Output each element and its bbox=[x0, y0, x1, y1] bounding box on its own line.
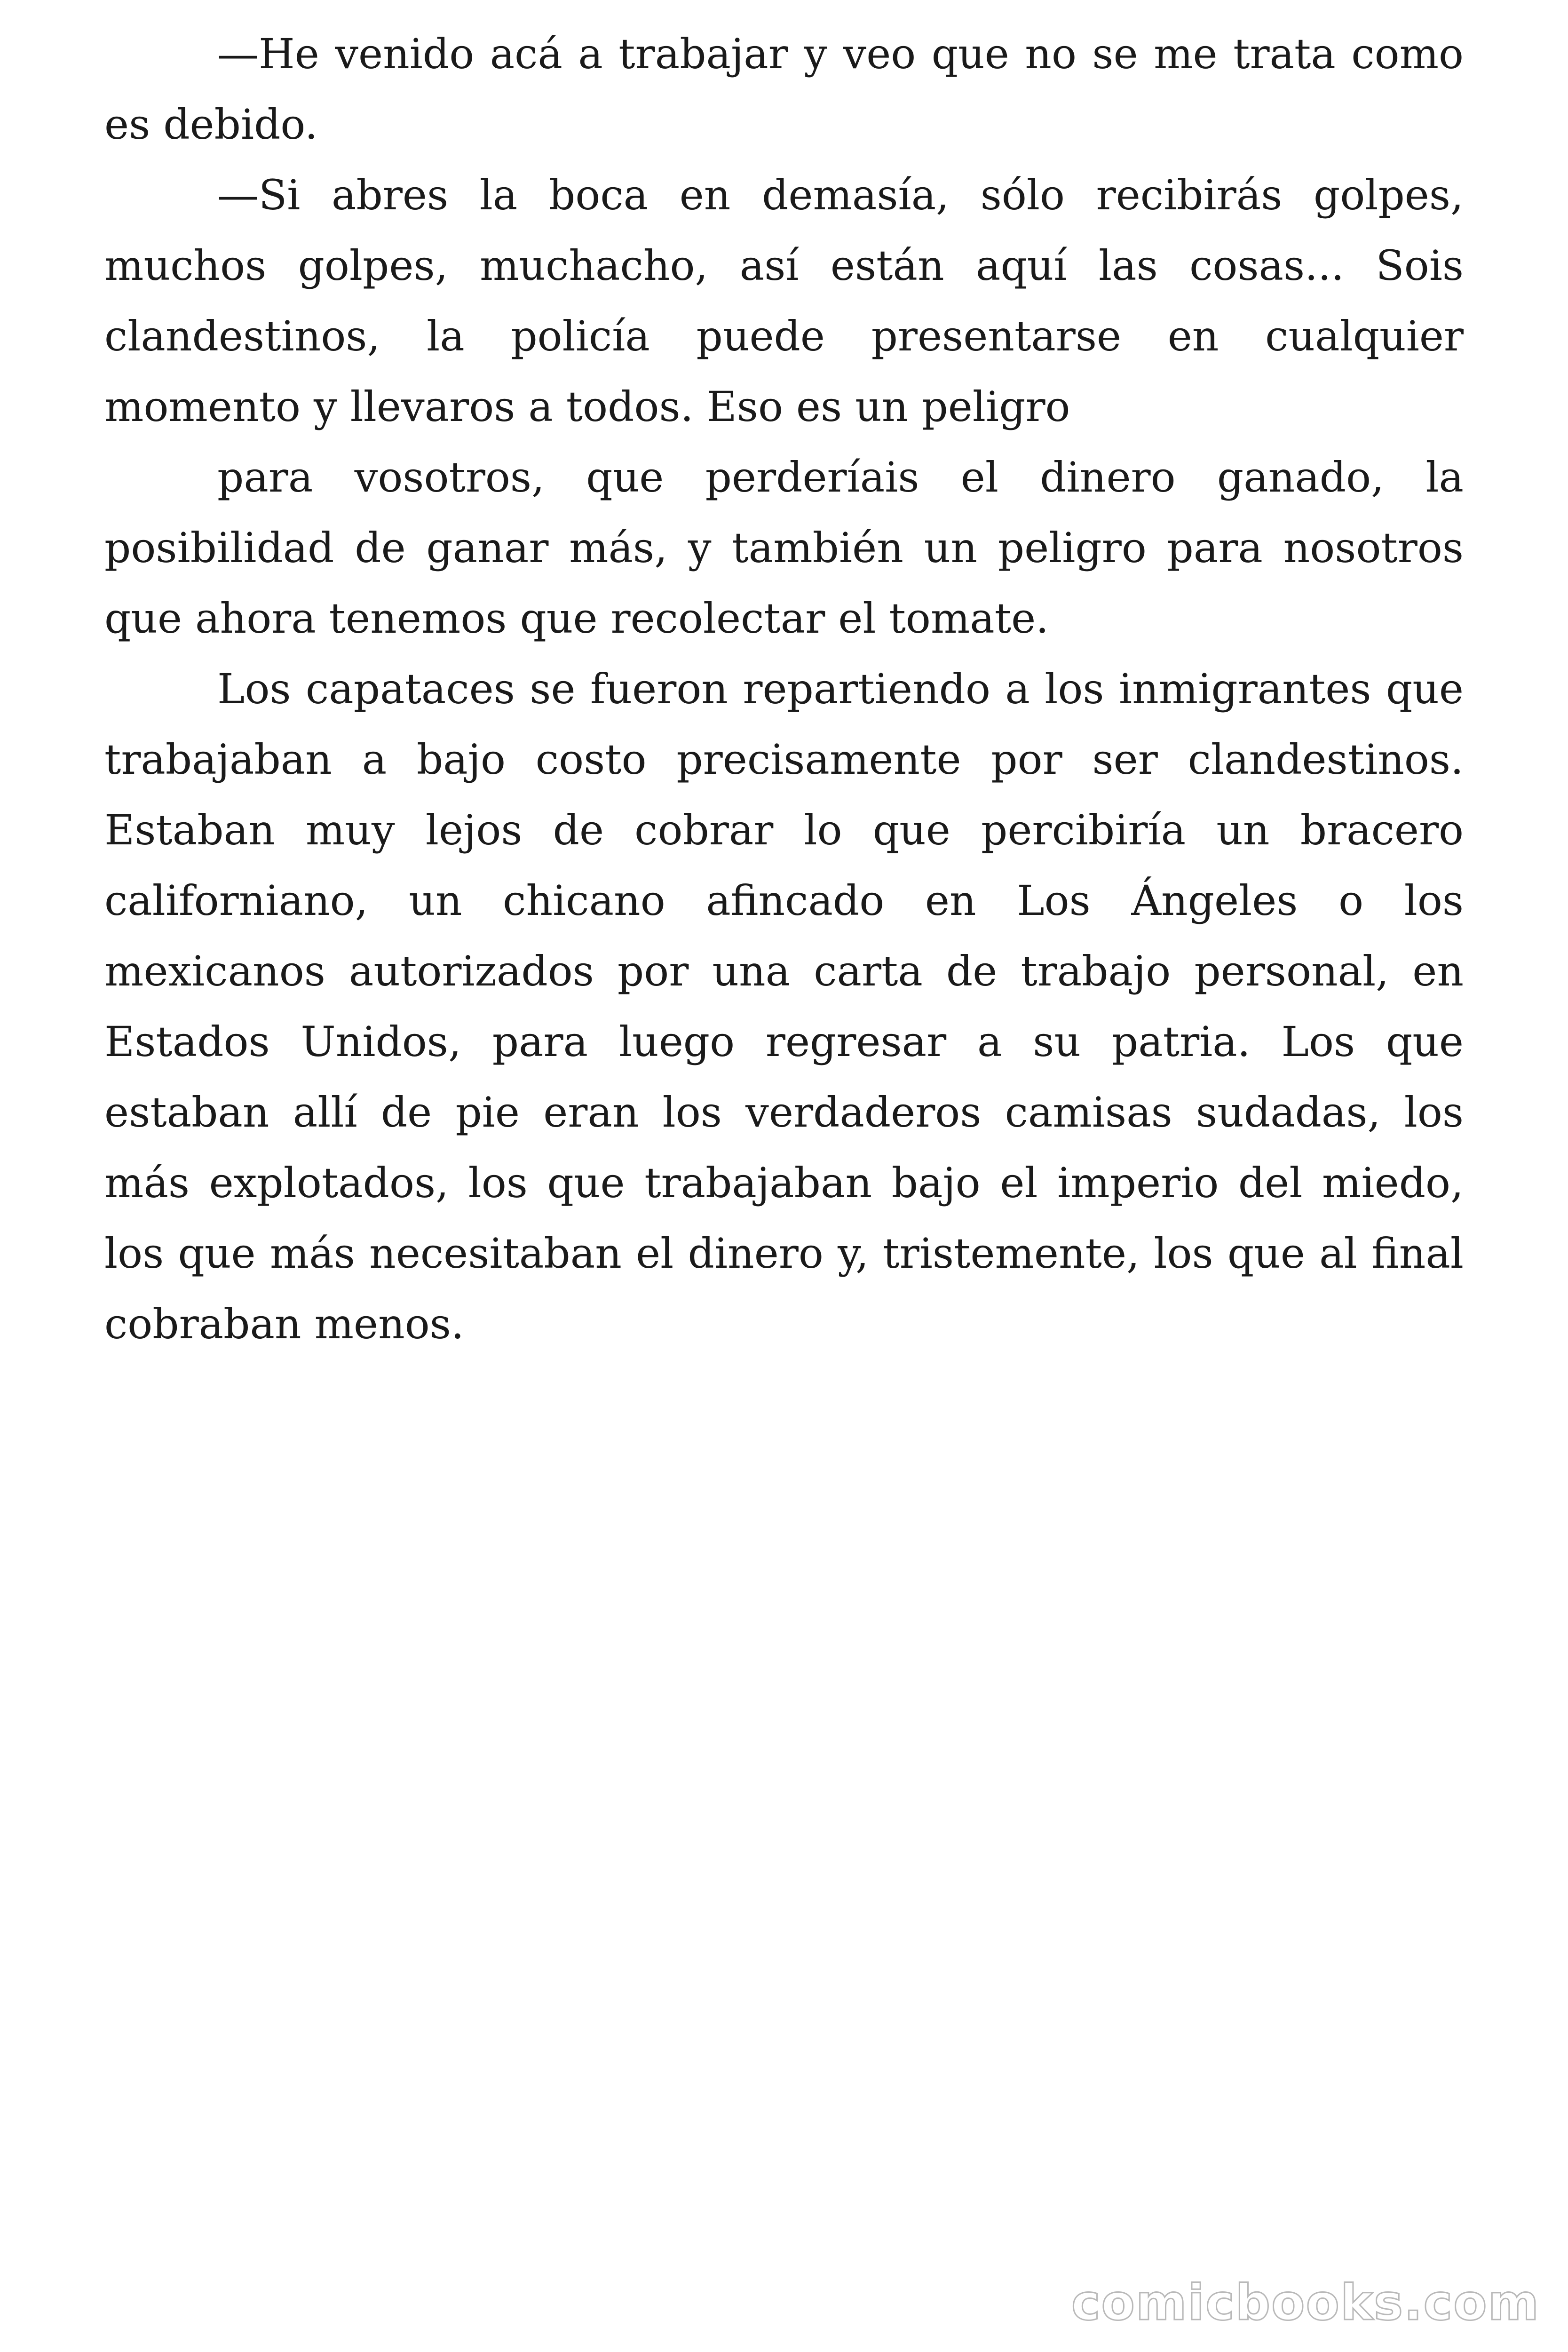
watermark-logo: comicbooks.com bbox=[1071, 2274, 1540, 2331]
paragraph-2: —Si abres la boca en demasía, sólo recibirás golpes, muchos golpes, muchacho, así están aquí las cosas... Sois clandestinos, la policía puede presentarse en cualquier momento y llevaros a todos. Eso es un peligro bbox=[104, 171, 1464, 431]
paragraph-3: para vosotros, que perderíais el dinero ganado, la posibilidad de ganar más, y también un peligro para nosotros que ahora tenemos que recolectar el tomate. bbox=[104, 453, 1464, 643]
body-text bbox=[104, 19, 1464, 1359]
paragraph-1: —He venido acá a trabajar y veo que no se me trata como es debido. bbox=[104, 30, 1464, 149]
paragraph-4: Los capataces se fueron repartiendo a los inmigrantes que trabajaban a bajo costo precisamente por ser clandestinos. Estaban muy lejos de cobrar lo que percibiría un bracero californiano, un chicano afincado en Los Ángeles o los mexicanos autorizados por una carta de trabajo personal, en Estados Unidos, para luego regresar a su patria. Los que estaban allí de pie eran los verdaderos camisas sudadas, los más explotados, los que trabajaban bajo el imperio del miedo, los que más necesitaban el dinero y, tristemente, los que al final cobraban menos. bbox=[104, 665, 1464, 1348]
